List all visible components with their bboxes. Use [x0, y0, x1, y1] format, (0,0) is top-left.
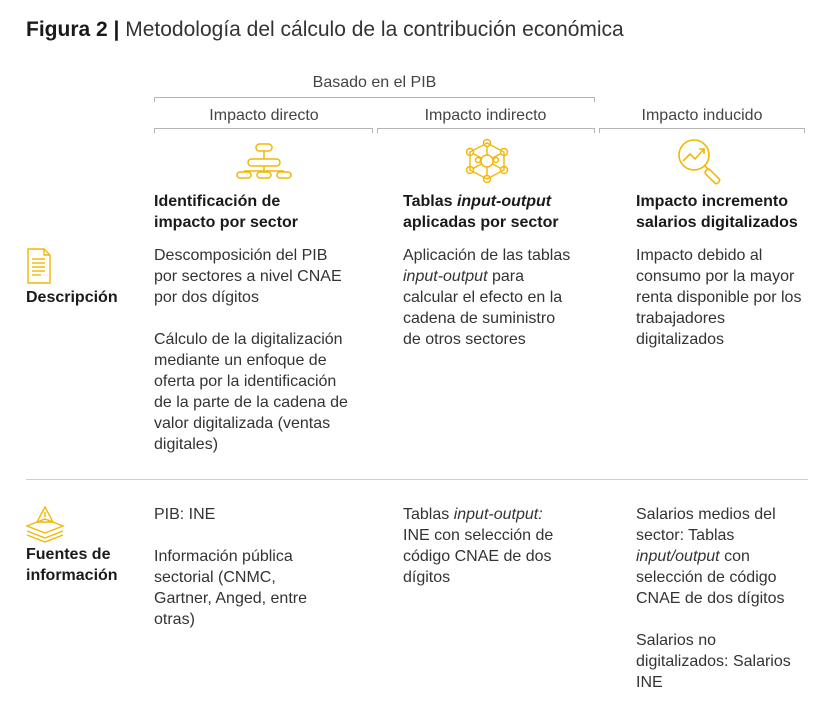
column-title-induced: [636, 191, 798, 233]
figure-number: Figura 2 |: [26, 18, 120, 41]
column-header-induced: Impacto inducido: [641, 107, 763, 124]
column-title-direct-line1: Identificación de: [154, 193, 281, 210]
sources-induced: [636, 504, 796, 693]
column-title-indirect-c: aplicadas por sector: [403, 214, 559, 231]
column-title-direct: [154, 191, 298, 233]
header-group-label: Basado en el PIB: [312, 74, 437, 91]
row-label-fuentes: [26, 544, 118, 586]
description-induced: Impacto debido al consumo por la mayor renta disponible por los trabajadores digitalizados: [636, 247, 802, 348]
sources-indirect-b: input-output:: [453, 506, 543, 523]
sources-induced-b: input/output: [636, 548, 720, 565]
column-title-induced-line1: Impacto incremento: [636, 193, 789, 210]
sources-direct: [154, 504, 314, 630]
network-icon: [464, 138, 510, 184]
sources-induced-a: Salarios medios del sector: Tablas: [636, 506, 776, 544]
row-label-fuentes-line1: Fuentes de: [26, 546, 111, 563]
sources-induced-p1: [636, 504, 796, 609]
sources-direct-p2: Información pública sectorial (CNMC, Gartner, Anged, entre otras): [154, 548, 307, 628]
row-label-descripcion: Descripción: [26, 289, 118, 306]
column-bracket-direct: [154, 128, 373, 134]
column-bracket-indirect: [377, 128, 595, 134]
description-indirect-b: input-output: [403, 268, 488, 285]
column-bracket-induced: [599, 128, 805, 134]
row-divider: [26, 479, 808, 480]
column-title-indirect-b: input-output: [456, 193, 552, 210]
layers-warning-icon: [25, 505, 65, 543]
header-group-bracket: [154, 97, 595, 103]
row-label-fuentes-line2: información: [26, 567, 118, 584]
column-title-induced-line2: salarios digitalizados: [636, 214, 798, 231]
column-title-indirect: [403, 191, 603, 233]
description-indirect-c: para calcular el efecto en la cadena de suministro de otros sectores: [403, 268, 563, 348]
sources-direct-p1: PIB: INE: [154, 506, 216, 523]
sources-indirect: [403, 504, 568, 588]
column-header-indirect: Impacto indirecto: [424, 107, 547, 124]
figure-caption: Metodología del cálculo de la contribución económica: [125, 18, 624, 41]
description-direct: [154, 245, 354, 455]
description-direct-p1: Descomposición del PIB por sectores a nivel CNAE por dos dígitos: [154, 247, 342, 306]
figure-title: [26, 16, 624, 44]
sources-induced-p2: Salarios no digitalizados: Salarios INE: [636, 632, 791, 691]
sources-indirect-c: INE con selección de código CNAE de dos dígitos: [403, 527, 554, 586]
description-indirect: [403, 245, 575, 350]
description-direct-p2: Cálculo de la digitalización mediante un enfoque de oferta por la identificación de la parte de la cadena de valor digitalizada (ventas digitales): [154, 331, 348, 453]
column-title-indirect-a: Tablas: [403, 193, 453, 210]
document-icon: [27, 248, 51, 284]
sources-induced-c: con selección de código CNAE de dos dígitos: [636, 548, 785, 607]
column-header-direct: Impacto directo: [209, 107, 319, 124]
hierarchy-icon: [236, 142, 292, 180]
sources-indirect-a: Tablas: [403, 506, 450, 523]
growth-magnifier-icon: [676, 138, 728, 186]
description-indirect-a: Aplicación de las tablas: [403, 247, 571, 264]
column-title-direct-line2: impacto por sector: [154, 214, 299, 231]
